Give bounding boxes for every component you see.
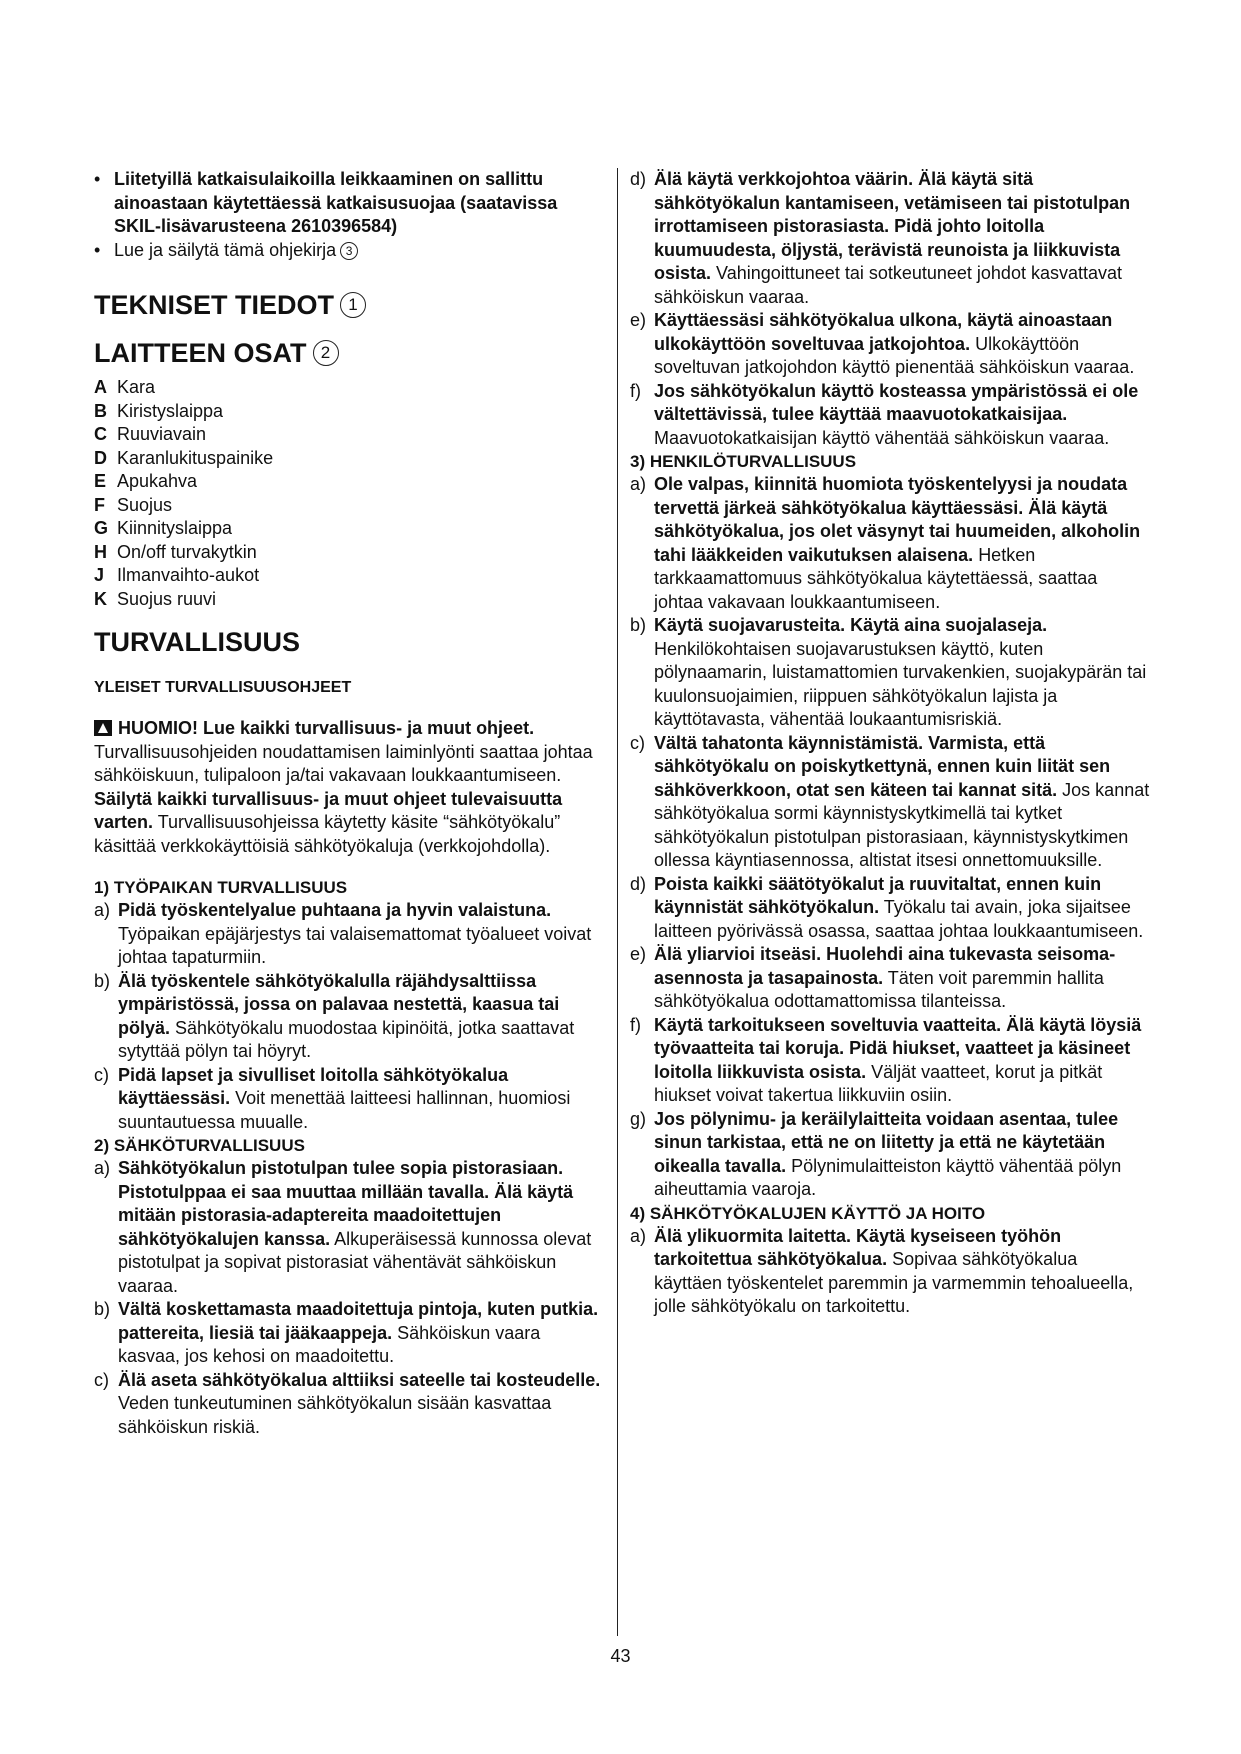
item-text: Työpaikan epäjärjestys tai valaisemattomat työalueet voivat johtaa tapaturmiin. xyxy=(118,923,592,967)
warning-paragraph: HUOMIO! Lue kaikki turvallisuus- ja muut ohjeet. Turvallisuusohjeiden noudattamisen laiminlyönti saattaa johtaa sähköiskuun, tulipaloon ja/tai vakavaan loukkaantumiseen. Säilytä kaikki turvallisuus- ja muut ohjeet tulevaisuutta varten. Turvallisuusohjeissa käytetty käsite “sähkötyökalu” käsittää verkkokäyttöisiä sähkötyökaluja (verkkojohdolla). xyxy=(94,718,593,856)
instruction-item xyxy=(630,1108,1150,1202)
item-text: Sähkötyökalu muodostaa kipinöitä, jotka saattavat sytyttää pölyn tai höyryt. xyxy=(118,1017,575,1061)
item-marker: b) xyxy=(94,970,111,991)
left-column xyxy=(94,168,606,1439)
section-title: 1) TYÖPAIKAN TURVALLISUUS xyxy=(94,878,348,897)
column-divider xyxy=(617,168,618,1636)
right-column xyxy=(630,168,1150,1319)
item-bold-text: Älä käytä verkkojohtoa väärin. Älä käytä sitä sähkötyökalun kantamiseen, vetämiseen tai pistotulpan irrottamiseen pistorasiasta. Pidä johto loitolla kuumuudesta, öljystä, terävistä reunoista ja liikkuvista osista. xyxy=(654,169,1131,283)
intro-bullet-text: Liitetyillä katkaisulaikoilla leikkaaminen on sallittu ainoastaan käytettäessä katkaisusuojaa (saatavissa SKIL-lisävarusteena 2610396584) xyxy=(114,169,558,236)
item-bold-text: Jos sähkötyökalun käyttö kosteassa ympäristössä ei ole vältettävissä, tulee käyttää maavuotokatkaisijaa. xyxy=(654,380,1139,424)
item-marker: c) xyxy=(630,732,645,753)
part-item xyxy=(94,541,606,565)
item-bold-text: Poista kaikki säätötyökalut ja ruuvitaltat, ennen kuin käynnistät sähkötyökalun. xyxy=(654,873,1102,917)
item-marker: b) xyxy=(630,615,647,635)
item-marker: c) xyxy=(94,1369,109,1390)
item-text: Henkilökohtaisen suojavarustuksen käyttö, kuten pölynaamarin, luistamattomien turvakenkien, suojakypärän tai kuulonsuojaimien, riippuen sähkötyökalun lajista ja käyttötavasta, vähentää loukaantumisriskiä. xyxy=(654,638,1147,729)
item-marker: d) xyxy=(630,873,647,894)
item-text: Veden tunkeutuminen sähkötyökalun sisään kasvattaa sähköiskun riskiä. xyxy=(118,1393,552,1437)
heading-tekniset: TEKNISET TIEDOT 1 xyxy=(94,288,606,322)
instruction-item xyxy=(630,1014,1150,1108)
item-bold-text: Pidä lapset ja sivulliset loitolla sähkötyökalua käyttäessäsi. xyxy=(118,1064,509,1108)
instruction-item xyxy=(630,168,1150,309)
part-label: Ruuviavain xyxy=(117,424,207,444)
personal-safety-list xyxy=(630,473,1150,1202)
item-text: Vahingoittuneet tai sotkeutuneet johdot kasvattavat sähköiskun vaaraa. xyxy=(654,263,1122,307)
intro-bullet: • Lue ja säilytä tämä ohjekirja 3 xyxy=(94,239,606,263)
instruction-item xyxy=(630,873,1150,944)
warning-icon xyxy=(94,720,112,736)
item-bold-text: Jos pölynimu- ja keräilylaitteita voidaan asentaa, tulee sinun tarkistaa, että ne on liitetty ja että ne käytetään oikealla tavalla. xyxy=(654,1108,1119,1176)
item-text: Maavuotokatkaisijan käyttö vähentää sähköiskun vaaraa. xyxy=(654,427,1110,448)
instruction-item xyxy=(94,1064,606,1135)
item-text: Jos kannat sähkötyökalua sormi käynnistyskytkimellä tai kytket sähkötyökalun pistotulpan pistorasiaan, käynnistyskytkimen ollessa käyntiasennossa, altistat itsesi onnettomuuksille. xyxy=(654,779,1150,870)
instruction-item xyxy=(630,732,1150,873)
item-bold-text: Käytä tarkoitukseen soveltuvia vaatteita. Älä käytä löysiä työvaatteita tai koruja. Pidä hiukset, vaatteet ja käsineet loitolla liikkuvista osista. xyxy=(654,1014,1142,1082)
page-number: 43 xyxy=(610,1646,631,1666)
heading-laitteen-osat: LAITTEEN OSAT 2 xyxy=(94,336,606,370)
item-bold-text: Käyttäessäsi sähkötyökalua ulkona, käytä ainoastaan ulkokäyttöön soveltuvaa jatkojohtoa. xyxy=(654,310,1113,354)
electric-safety-continued xyxy=(630,168,1150,450)
part-label: Ilmanvaihto-aukot xyxy=(117,565,260,585)
item-bold-text: Älä yliarvioi itseäsi. Huolehdi aina tukevasta seisoma-asennosta ja tasapainosta. xyxy=(654,944,1116,988)
instruction-item xyxy=(94,899,606,970)
section-title: 3) HENKILÖTURVALLISUUS xyxy=(630,452,857,471)
item-marker: c) xyxy=(94,1064,109,1085)
item-text: Sopivaa sähkötyökalua käyttäen työskentelet paremmin ja varmemmin tehoalueella, jolle sähkötyökalu on tarkoitettu. xyxy=(654,1249,1134,1316)
item-bold-text: Älä työskentele sähkötyökalulla räjähdysalttiissa ympäristössä, jossa on palavaa nestettä, kaasua tai pölyä. xyxy=(118,970,560,1038)
tool-use-list xyxy=(630,1225,1150,1319)
item-bold-text: Ole valpas, kiinnitä huomiota työskentelyysi ja noudata tervettä järkeä sähkötyökalua käyttäessäsi. Älä käytä sähkötyökalua, jos olet väsynyt tai huumeiden, alkoholin tahi lääkkeiden vaikutuksen alaisena. xyxy=(654,474,1141,565)
part-item xyxy=(94,400,606,424)
part-key: G xyxy=(94,518,109,538)
part-item xyxy=(94,494,606,518)
item-marker: b) xyxy=(94,1299,111,1319)
item-text: Sähköiskun vaara kasvaa, jos kehosi on maadoitettu. xyxy=(118,1322,541,1366)
instruction-item xyxy=(630,1225,1150,1319)
item-text: Pölynimulaitteiston käyttö vähentää pölyn aiheuttamia vaaroja. xyxy=(654,1155,1122,1199)
figure-ref: 1 xyxy=(340,292,366,318)
intro-bullet-text: Lue ja säilytä tämä ohjekirja xyxy=(114,239,337,260)
part-label: Karanlukituspainike xyxy=(117,447,274,468)
part-label: Suojus ruuvi xyxy=(117,588,217,609)
item-text: Alkuperäisessä kunnossa olevat pistotulpat ja sopivat pistorasiat vähentävät sähköiskun vaaraa. xyxy=(118,1228,592,1296)
item-text: Ulkokäyttöön soveltuvan jatkojohdon käyttö pienentää sähköiskun vaaraa. xyxy=(654,333,1135,377)
intro-bullet: • Liitetyillä katkaisulaikoilla leikkaaminen on sallittu ainoastaan käytettäessä katkaisusuojaa (saatavissa SKIL-lisävarusteena 2610396584) xyxy=(94,169,558,236)
item-marker: f) xyxy=(630,1014,641,1035)
part-key: B xyxy=(94,400,107,421)
instruction-item xyxy=(94,970,606,1064)
part-item xyxy=(94,376,606,400)
item-bold-text: Pidä työskentelyalue puhtaana ja hyvin valaistuna. xyxy=(118,900,552,920)
part-key: D xyxy=(94,447,107,468)
part-key: H xyxy=(94,541,107,562)
instruction-item xyxy=(94,1369,606,1440)
item-text: Hetken tarkkaamattomuus sähkötyökalua käytettäessä, saattaa johtaa vakavaan loukkaantumiseen. xyxy=(654,544,1098,612)
part-label: Suojus xyxy=(117,494,173,515)
item-marker: g) xyxy=(630,1108,647,1129)
item-bold-text: Älä ylikuormita laitetta. Käytä kyseiseen työhön tarkoitettua sähkötyökalua. xyxy=(654,1225,1062,1269)
part-item xyxy=(94,517,606,541)
instruction-item xyxy=(630,614,1150,732)
item-bold-text: Vältä tahatonta käynnistämistä. Varmista, että sähkötyökalu on poiskytkettynä, ennen kuin liität sen sähköverkkoon, otat sen käteen tai kannat sitä. xyxy=(654,732,1111,800)
instruction-item xyxy=(630,380,1150,451)
item-marker: d) xyxy=(630,169,647,189)
item-marker: e) xyxy=(630,310,647,330)
part-key: A xyxy=(94,377,107,397)
part-item xyxy=(94,588,606,612)
part-key: F xyxy=(94,494,105,515)
item-bold-text: Vältä koskettamasta maadoitettuja pintoja, kuten putkia. pattereita, liesiä tai jääkaappeja. xyxy=(118,1299,599,1343)
item-bold-text: Käytä suojavarusteita. Käytä aina suojalaseja. xyxy=(654,615,1048,635)
left-sections xyxy=(94,876,606,1439)
part-item xyxy=(94,564,606,588)
item-marker: a) xyxy=(630,1225,647,1246)
part-label: Apukahva xyxy=(117,471,198,491)
part-label: Kiristyslaippa xyxy=(117,400,224,421)
part-key: J xyxy=(94,565,105,585)
part-label: Kiinnityslaippa xyxy=(117,518,233,538)
item-text: Täten voit paremmin hallita sähkötyökalua odottamattomissa tilanteissa. xyxy=(654,967,1104,1011)
item-marker: f) xyxy=(630,380,641,401)
instruction-item xyxy=(630,473,1150,614)
heading-yleiset: YLEISET TURVALLISUUSOHJEET xyxy=(94,679,352,696)
parts-list xyxy=(94,376,606,611)
section-title: 2) SÄHKÖTURVALLISUUS xyxy=(94,1136,305,1155)
item-text: Väljät vaatteet, korut ja pitkät hiukset voivat takertua liikkuviin osiin. xyxy=(654,1061,1103,1105)
section-title: 4) SÄHKÖTYÖKALUJEN KÄYTTÖ JA HOITO xyxy=(630,1203,986,1223)
item-bold-text: Sähkötyökalun pistotulpan tulee sopia pistorasiaan. Pistotulppaa ei saa muuttaa millään tavalla. Älä käytä mitään pistorasia-adaptereita maadoitettujen sähkötyökalujen kanssa. xyxy=(118,1158,574,1249)
part-item xyxy=(94,447,606,471)
instruction-item xyxy=(630,943,1150,1014)
figure-ref: 2 xyxy=(313,340,339,366)
part-label: Kara xyxy=(117,377,156,397)
instruction-item xyxy=(94,1298,606,1369)
part-key: C xyxy=(94,424,107,444)
item-marker: a) xyxy=(94,1158,111,1178)
heading-turvallisuus: TURVALLISUUS xyxy=(94,627,301,657)
instruction-item xyxy=(94,1157,606,1298)
part-item xyxy=(94,423,606,447)
item-marker: a) xyxy=(94,900,111,920)
instruction-item xyxy=(630,309,1150,380)
figure-ref: 3 xyxy=(340,242,358,260)
item-text: Työkalu tai avain, joka sijaitsee laitteen pyörivässä osassa, saattaa johtaa loukkaantumiseen. xyxy=(654,897,1144,941)
part-item xyxy=(94,470,606,494)
item-marker: a) xyxy=(630,474,647,494)
item-bold-text: Älä aseta sähkötyökalua alttiiksi sateelle tai kosteudelle. xyxy=(118,1369,601,1390)
item-text: Voit menettää laitteesi hallinnan, huomiosi suuntautuessa muualle. xyxy=(118,1088,571,1132)
part-label: On/off turvakytkin xyxy=(117,541,257,562)
item-marker: e) xyxy=(630,944,647,964)
part-key: E xyxy=(94,471,107,491)
part-key: K xyxy=(94,588,107,609)
